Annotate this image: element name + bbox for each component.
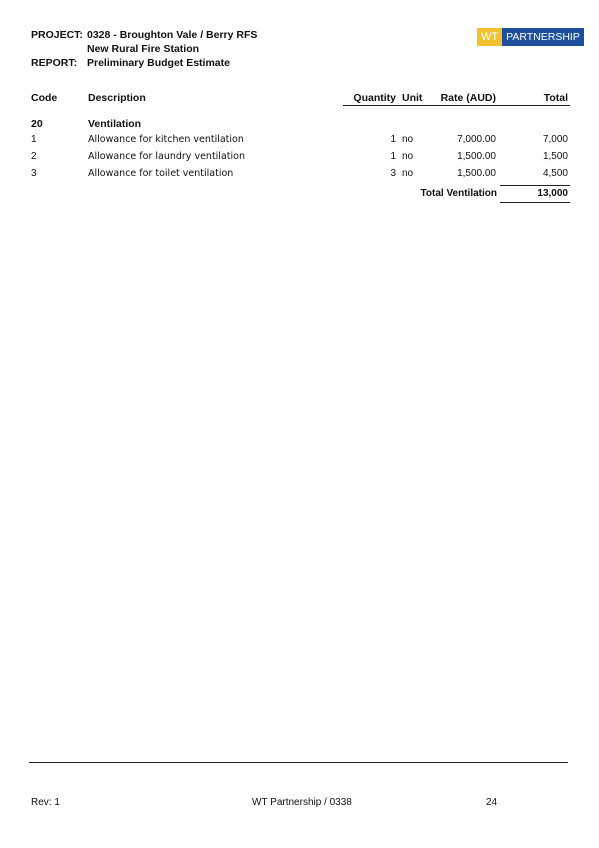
row-unit: no xyxy=(402,168,414,179)
row-quantity: 1 xyxy=(390,134,396,145)
row-quantity: 3 xyxy=(390,168,396,179)
row-total: 7,000 xyxy=(542,134,568,145)
row-rate: 1,500.00 xyxy=(457,151,496,162)
section-code: 20 xyxy=(31,118,43,130)
total-top-rule xyxy=(500,185,570,186)
column-total: Total xyxy=(543,92,568,104)
row-description: Allowance for toilet ventilation xyxy=(88,168,234,179)
report-title: Preliminary Budget Estimate xyxy=(87,57,230,69)
column-code: Code xyxy=(31,92,58,104)
footer-company: WT Partnership / 0338 xyxy=(252,797,352,808)
project-subtitle: New Rural Fire Station xyxy=(87,43,200,55)
total-value: 13,000 xyxy=(537,188,568,199)
project-label: PROJECT: xyxy=(31,29,83,41)
total-label: Total Ventilation xyxy=(420,188,497,199)
footer-rule xyxy=(29,762,568,763)
row-rate: 7,000.00 xyxy=(457,134,496,145)
logo-partnership: PARTNERSHIP xyxy=(502,28,584,46)
page-number: 24 xyxy=(486,797,498,808)
row-total: 4,500 xyxy=(542,168,568,179)
row-quantity: 1 xyxy=(390,151,396,162)
row-code: 3 xyxy=(31,168,37,179)
report-label: REPORT: xyxy=(31,57,78,69)
row-unit: no xyxy=(402,151,414,162)
row-rate: 1,500.00 xyxy=(457,168,496,179)
column-description: Description xyxy=(88,92,146,104)
row-code: 2 xyxy=(31,151,37,162)
footer-revision: Rev: 1 xyxy=(31,797,60,808)
project-name: 0328 - Broughton Vale / Berry RFS xyxy=(87,29,258,41)
company-logo xyxy=(477,28,584,46)
row-description: Allowance for kitchen ventilation xyxy=(88,134,244,145)
column-rate: Rate (AUD) xyxy=(440,92,496,104)
column-unit: Unit xyxy=(402,92,423,104)
row-total: 1,500 xyxy=(542,151,568,162)
row-code: 1 xyxy=(31,134,37,145)
logo-wt: WT xyxy=(477,28,502,46)
row-unit: no xyxy=(402,134,414,145)
total-bottom-rule xyxy=(500,202,570,203)
section-title: Ventilation xyxy=(88,118,142,130)
row-description: Allowance for laundry ventilation xyxy=(88,151,245,162)
column-quantity: Quantity xyxy=(353,92,396,104)
header-underline xyxy=(343,105,570,106)
